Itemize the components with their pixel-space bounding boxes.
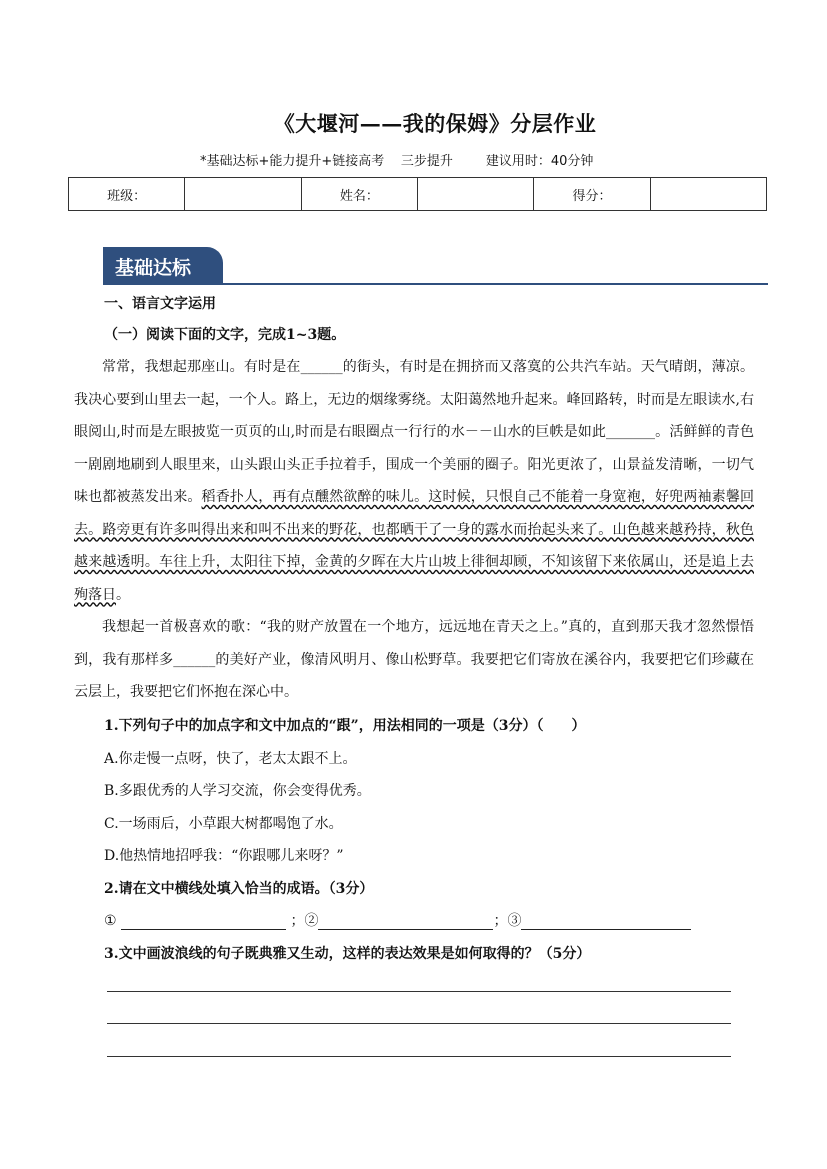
name-field[interactable] xyxy=(417,178,533,211)
option-d[interactable]: D.他热情地招呼我：“你跟哪儿来呀？” xyxy=(104,848,344,864)
sub-heading: （一）阅读下面的文字，完成1~3题。 xyxy=(104,327,346,343)
part-heading: 一、语言文字运用 xyxy=(104,296,216,312)
section-tab-label: 基础达标 xyxy=(115,257,192,279)
class-label: 班级： xyxy=(69,178,185,211)
blank-2[interactable] xyxy=(318,913,493,930)
blank-3[interactable] xyxy=(521,913,691,930)
question-1: 1.下列句子中的加点字和文中加点的“跟”，用法相同的一项是（3分）（ ） xyxy=(104,718,586,734)
score-label: 得分： xyxy=(534,178,650,211)
answer-line-1[interactable] xyxy=(107,991,731,992)
option-c[interactable]: C.一场雨后，小草跟大树都喝饱了水。 xyxy=(104,816,343,832)
option-b[interactable]: B.多跟优秀的人学习交流，你会变得优秀。 xyxy=(104,783,371,799)
blank-marker-3: ；③ xyxy=(493,913,522,929)
question-2-blanks xyxy=(104,910,691,930)
question-3: 3.文中画波浪线的句子既典雅又生动，这样的表达效果是如何取得的？（5分） xyxy=(104,946,591,962)
passage-text: 常常，我想起那座山。有时是在______的街头，有时是在拥挤而又落寞的公共汽车站。天气晴朗，薄凉。我决心要到山里去一起，一个人。路上，无边的烟缘雾绕。太阳蔼然地升起来。峰回路转，时而是左眼读水,右眼阅山,时而是左眼披览一页页的山,时而是右眼圈点一行行的水－－山水的巨帙是如此_______。活鲜鲜的青色一剧剧地刷到人眼里来，山头跟山头正手拉着手，围成一个美丽的圈子。阳光更浓了，山景益发清晰，一切气味也都被蒸发出来。 xyxy=(74,359,754,505)
section-tab-basic xyxy=(103,247,223,284)
blank-marker-1: ① xyxy=(104,913,117,929)
name-label: 姓名： xyxy=(301,178,417,211)
question-2: 2.请在文中横线处填入恰当的成语。（3分） xyxy=(104,881,374,897)
section-divider xyxy=(103,283,768,285)
answer-line-3[interactable] xyxy=(107,1056,731,1057)
blank-marker-2: ；② xyxy=(290,913,319,929)
class-field[interactable] xyxy=(185,178,301,211)
passage-end: 。 xyxy=(116,586,130,603)
student-info-table xyxy=(68,177,767,211)
passage-paragraph-2: 我想起一首极喜欢的歌：“我的财产放置在一个地方，远远地在青天之上。”真的，直到那天我才忽然憬悟到，我有那样多______的美好产业，像清风明月、像山松野草。我要把它们寄放在溪谷内，我要把它们珍藏在云层上，我要把它们怀抱在深心中。 xyxy=(74,619,754,700)
option-a[interactable]: A.你走慢一点呀，快了，老太太跟不上。 xyxy=(104,751,357,767)
page-subtitle: *基础达标+能力提升+链接高考 三步提升 建议用时：40分钟 xyxy=(200,154,594,169)
answer-line-2[interactable] xyxy=(107,1023,731,1024)
score-field[interactable] xyxy=(650,178,766,211)
passage-paragraph-1 xyxy=(74,351,754,611)
wavy-underlined-sentences: 稻香扑人，再有点醺然欲醉的味儿。这时候，只恨自己不能着一身宽袍，好兜两袖素馨回去。路旁更有许多叫得出来和叫不出来的野花，也都晒干了一身的露水而抬起头来了。山色越来越矜持，秋色越来越透明。车往上升，太阳往下掉，金黄的夕晖在大片山坡上徘徊却顾，不知该留下来依属山，还是追上去殉落日 xyxy=(74,489,755,603)
blank-1[interactable] xyxy=(121,913,286,930)
page-title: 《大堰河——我的保姆》分层作业 xyxy=(273,111,597,136)
